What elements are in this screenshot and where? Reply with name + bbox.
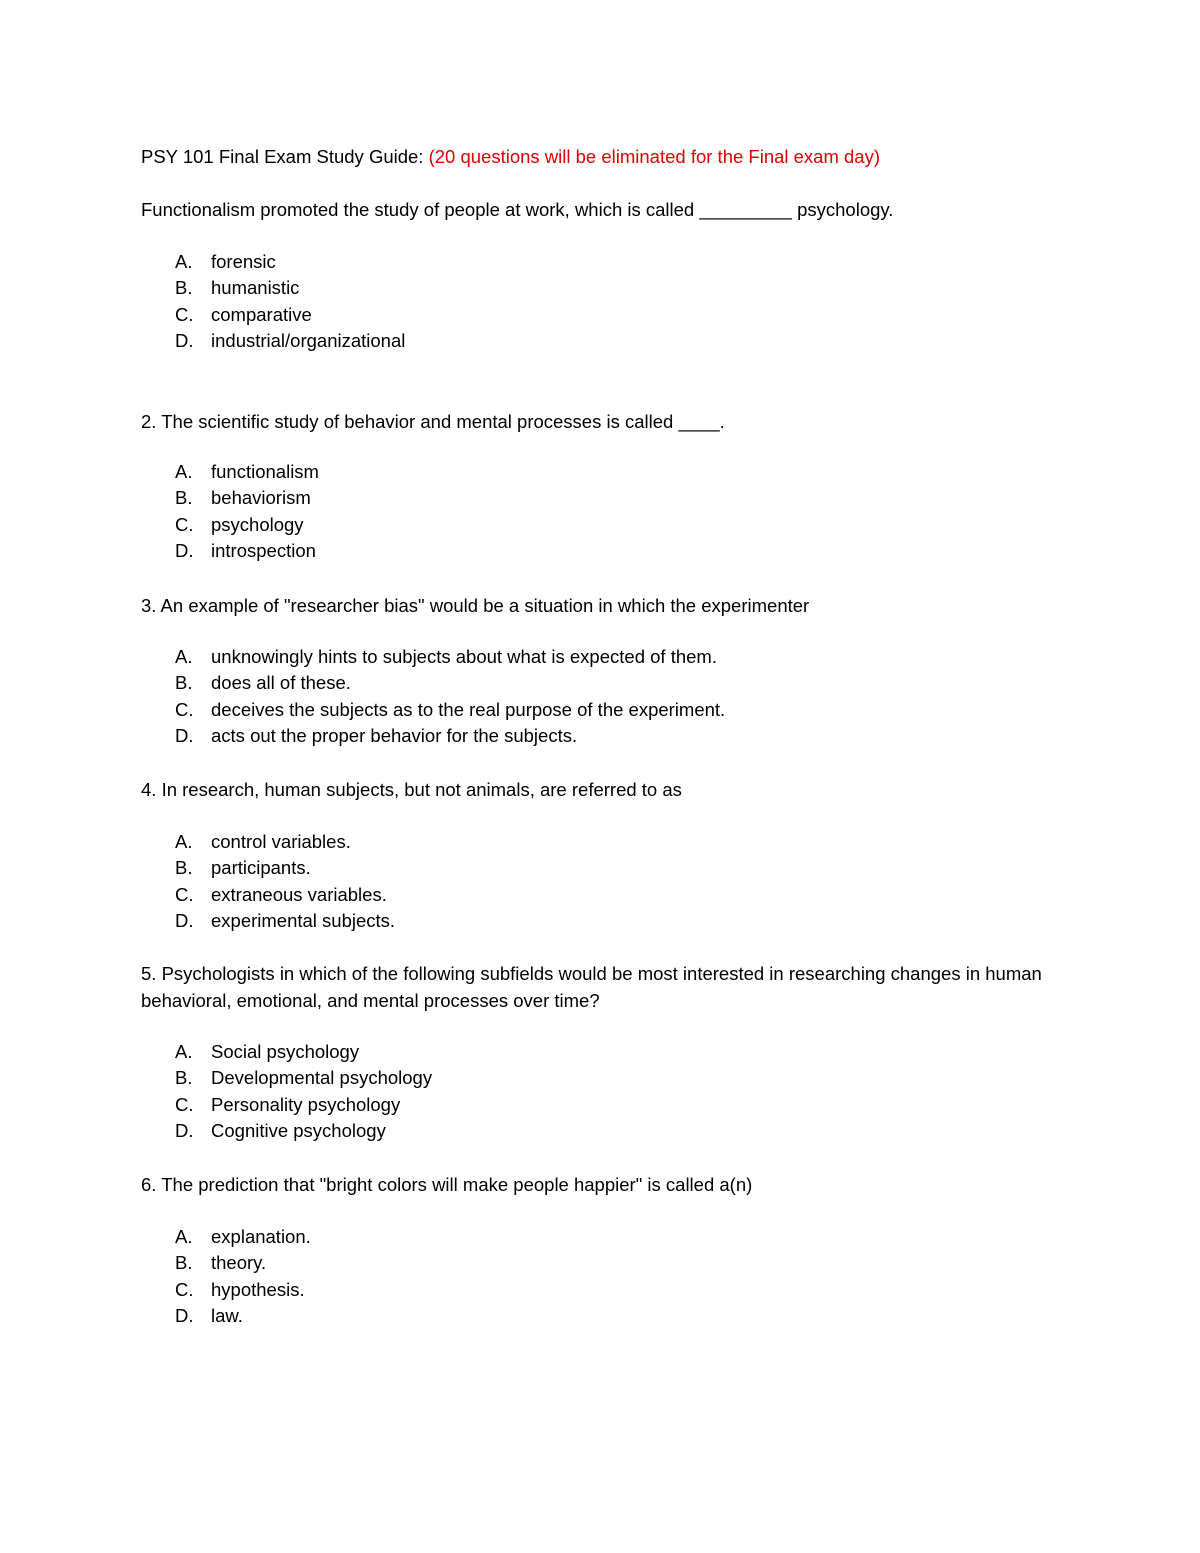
option-text: Personality psychology: [211, 1093, 401, 1115]
option-item: [175, 302, 1055, 328]
option-text: deceives the subjects as to the real purpose of the experiment.: [211, 698, 726, 720]
question-5-text: 5. Psychologists in which of the following subfields would be most interested in researching changes in human behavioral, emotional, and mental processes over time?: [141, 963, 1042, 1011]
option-text: extraneous variables.: [211, 883, 387, 905]
question-6-options: [175, 1224, 1055, 1330]
question-4-text: 4. In research, human subjects, but not animals, are referred to as: [141, 779, 682, 800]
option-item: [175, 1039, 1055, 1065]
option-letter: B.: [175, 672, 193, 694]
option-letter: C.: [175, 1278, 194, 1300]
option-letter: A.: [175, 831, 193, 852]
title-text: PSY 101 Final Exam Study Guide:: [141, 146, 424, 167]
option-text: does all of these.: [211, 672, 351, 694]
option-item: [175, 1250, 1055, 1276]
option-item: [175, 829, 1055, 855]
option-letter: C.: [175, 303, 194, 325]
option-letter: D.: [175, 1305, 194, 1327]
question-3-text: 3. An example of "researcher bias" would be a situation in which the experimenter: [141, 595, 810, 616]
option-item: [175, 1065, 1055, 1091]
option-letter: D.: [175, 910, 194, 932]
option-letter: C.: [175, 513, 194, 535]
option-item: [175, 275, 1055, 301]
option-item: [175, 1092, 1055, 1118]
option-letter: C.: [175, 698, 194, 720]
option-text: humanistic: [211, 277, 300, 299]
option-letter: A.: [175, 461, 193, 482]
option-item: [175, 697, 1055, 723]
option-letter: D.: [175, 540, 194, 562]
question-5-options: [175, 1039, 1055, 1145]
option-item: [175, 1303, 1055, 1329]
option-text: Cognitive psychology: [211, 1120, 386, 1142]
option-text: functionalism: [211, 461, 319, 482]
option-letter: B.: [175, 487, 193, 509]
option-letter: D.: [175, 725, 194, 747]
option-letter: D.: [175, 1120, 194, 1142]
option-item: [175, 670, 1055, 696]
option-text: unknowingly hints to subjects about what is expected of them.: [211, 646, 717, 667]
option-text: participants.: [211, 857, 311, 879]
option-text: control variables.: [211, 831, 351, 852]
option-item: [175, 882, 1055, 908]
option-item: [175, 644, 1055, 670]
question-4-options: [175, 829, 1055, 935]
option-letter: A.: [175, 646, 193, 667]
option-item: [175, 908, 1055, 934]
option-letter: A.: [175, 251, 193, 272]
title-note: (20 questions will be eliminated for the Final exam day): [428, 146, 881, 167]
question-2-options: [175, 459, 1055, 565]
option-letter: B.: [175, 1252, 193, 1274]
option-letter: A.: [175, 1041, 193, 1062]
option-item: [175, 512, 1055, 538]
question-1-options: [175, 249, 1055, 355]
option-text: Developmental psychology: [211, 1067, 433, 1089]
option-text: psychology: [211, 513, 304, 535]
option-text: introspection: [211, 540, 316, 562]
option-text: behaviorism: [211, 487, 311, 509]
option-letter: D.: [175, 330, 194, 352]
option-letter: B.: [175, 857, 193, 879]
option-letter: B.: [175, 1067, 193, 1089]
option-text: industrial/organizational: [211, 330, 406, 352]
question-3-options: [175, 644, 1055, 750]
option-text: explanation.: [211, 1226, 311, 1247]
option-letter: C.: [175, 883, 194, 905]
option-item: [175, 1224, 1055, 1250]
option-item: [175, 1118, 1055, 1144]
question-2-text: 2. The scientific study of behavior and mental processes is called ____.: [141, 411, 725, 432]
page-title: [141, 144, 1081, 170]
option-text: acts out the proper behavior for the subjects.: [211, 725, 578, 747]
question-1-text: Functionalism promoted the study of people at work, which is called _________ psychology.: [141, 199, 894, 220]
option-item: [175, 723, 1055, 749]
option-letter: B.: [175, 277, 193, 299]
option-text: comparative: [211, 303, 312, 325]
option-text: experimental subjects.: [211, 910, 396, 932]
option-item: [175, 1277, 1055, 1303]
option-item: [175, 328, 1055, 354]
option-item: [175, 855, 1055, 881]
option-item: [175, 485, 1055, 511]
option-item: [175, 538, 1055, 564]
option-letter: A.: [175, 1226, 193, 1247]
option-text: hypothesis.: [211, 1278, 305, 1300]
option-text: law.: [211, 1305, 243, 1327]
option-text: theory.: [211, 1252, 267, 1274]
option-item: [175, 459, 1055, 485]
option-item: [175, 249, 1055, 275]
option-letter: C.: [175, 1093, 194, 1115]
option-text: Social psychology: [211, 1041, 360, 1062]
option-text: forensic: [211, 251, 276, 272]
question-6-text: 6. The prediction that "bright colors will make people happier" is called a(n): [141, 1174, 753, 1195]
